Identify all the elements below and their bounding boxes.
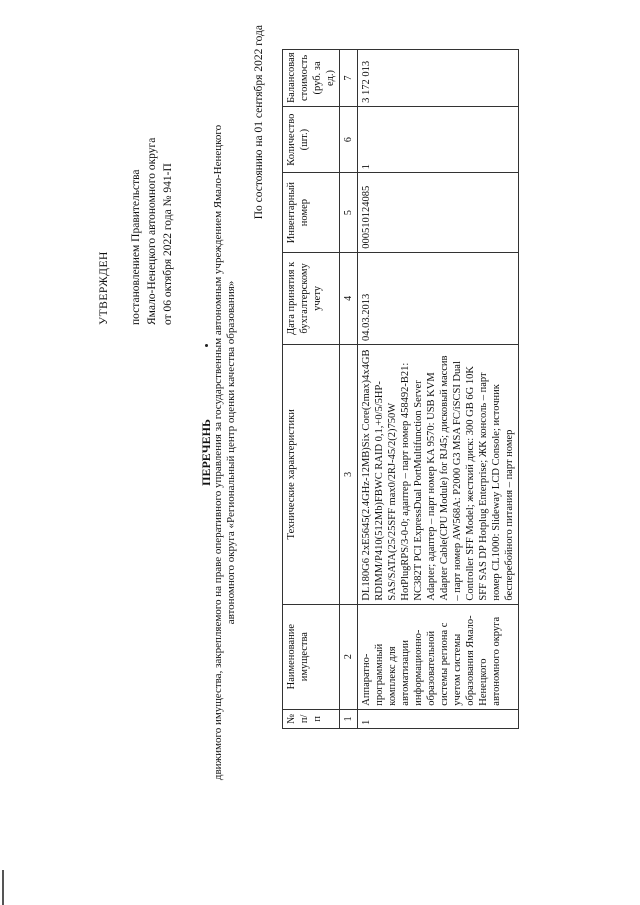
property-table bbox=[282, 49, 519, 729]
approval-heading: УТВЕРЖДЕН bbox=[98, 251, 110, 325]
subtitle-line: движимого имущества, закрепляемого на праве оперативного управления за государственным автономным учреждением Ямало-Ненецкого bbox=[212, 124, 224, 781]
header-cell: Балансовая стоимость (руб. за ед.) bbox=[283, 50, 340, 107]
column-number: 3 bbox=[340, 345, 358, 605]
column-number: 1 bbox=[340, 709, 358, 728]
column-number: 7 bbox=[340, 50, 358, 107]
header-cell: Количество (шт.) bbox=[283, 106, 340, 173]
quantity: 1 bbox=[358, 106, 519, 173]
table-header-row bbox=[283, 50, 340, 729]
subtitle-line: автономного округа «Региональный центр оценки качества образования» bbox=[225, 280, 237, 625]
table-row bbox=[358, 50, 519, 729]
technical-specs: DL180G6 2xE5645(2.4GHz-12MB)Six Core(2max)4x4GB RDIMM/P410(512Mb)FBWC RAID 0,1,+0/5/5HP-SAS/SATA(25/25SFF max0/2RJ-45/2(2)750W HotPlugRPS/3-0-0; адаптер – парт номер 458492-B21: NC382T PCI ExpressDual PortMultifunction Server Adapter; адаптер – парт номер KA 9570: USB KVM Adapter Cable(CPU Module) for RJ45; дисковый массив – парт номер AW568A: P2000 G3 MSA FC/iSCSI Dual Controller SFF Model; жесткий диск: 300 GB 6G 10K SFF SAS DP Hotplug Enterprise; ЖК консоль – парт номер CL1000: Slideway LCD Console; источник бесперебойного питания – парт номер bbox=[358, 345, 519, 605]
scan-edge-mark bbox=[2, 0, 6, 905]
row-number: 1 bbox=[358, 709, 519, 728]
approval-line: постановлением Правительства bbox=[130, 169, 142, 325]
column-number: 5 bbox=[340, 173, 358, 252]
column-number: 6 bbox=[340, 106, 358, 173]
header-cell: Дата принятия к бухгалтерскому учету bbox=[283, 252, 340, 344]
accounting-date: 04.03.2013 bbox=[358, 252, 519, 344]
column-number: 2 bbox=[340, 604, 358, 709]
inventory-number: 000510124085 bbox=[358, 173, 519, 252]
column-number-row bbox=[340, 50, 358, 729]
book-value: 3 172 013 bbox=[358, 50, 519, 107]
header-cell: № п/п bbox=[283, 709, 340, 728]
approval-block bbox=[96, 25, 176, 325]
document-title: ПЕРЕЧЕНЬ bbox=[199, 419, 213, 486]
header-cell: Инвентарный номер bbox=[283, 173, 340, 252]
approval-line: от 06 октября 2022 года № 941-П bbox=[162, 163, 174, 325]
column-number: 4 bbox=[340, 252, 358, 344]
header-cell: Технические характеристики bbox=[283, 345, 340, 605]
header-cell: Наименование имущества bbox=[283, 604, 340, 709]
property-name: Аппаратно-программный комплекс для автоматизации информационно-образовательной системы региона с учетом системы образования Ямало-Ненецкого автономного округа bbox=[358, 604, 519, 709]
as-of-date: По состоянию на 01 сентября 2022 года bbox=[253, 25, 265, 220]
approval-line: Ямало-Ненецкого автономного округа bbox=[146, 137, 158, 325]
document-subtitle bbox=[212, 100, 238, 805]
